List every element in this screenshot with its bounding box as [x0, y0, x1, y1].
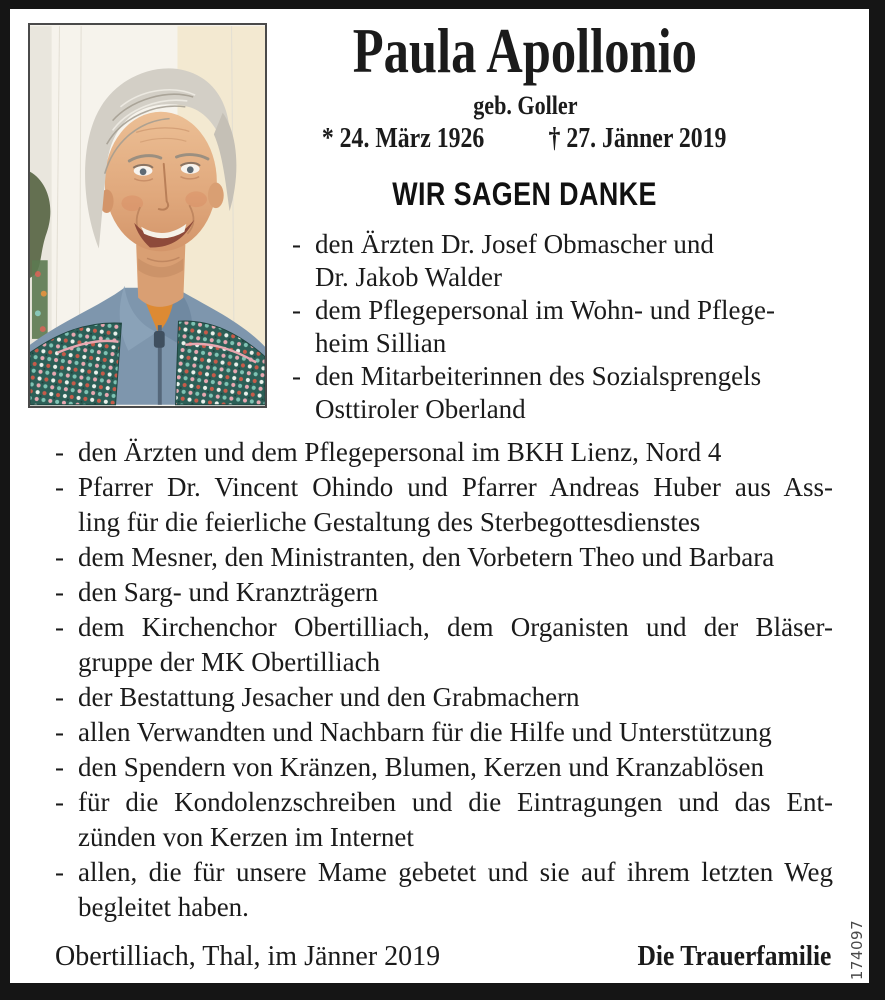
- thanks-item-line: ling für die feierliche Gestaltung des Sterbegottesdienstes: [78, 507, 701, 537]
- deceased-name-row: [265, 15, 785, 86]
- thanks-item-line: den Ärzten und dem Pflegepersonal im BKH Lienz, Nord 4: [78, 437, 722, 467]
- thanks-list-beside-photo: [292, 228, 822, 426]
- thanks-item: [55, 470, 833, 540]
- bullet-dash: -: [55, 787, 64, 817]
- thanks-item-line: den Mitarbeiterinnen des Sozialsprengels: [315, 361, 762, 391]
- bullet-dash: -: [55, 472, 64, 502]
- birth-date: * 24. März 1926: [322, 122, 485, 154]
- maiden-name-row: [265, 92, 785, 120]
- place-and-date: Obertilliach, Thal, im Jänner 2019: [55, 941, 441, 972]
- bullet-dash: -: [292, 229, 301, 259]
- maiden-name: geb. Goller: [472, 91, 578, 120]
- thanks-item-line: zünden von Kerzen im Internet: [78, 822, 414, 852]
- thanks-item: [55, 715, 833, 750]
- death-date: † 27. Jänner 2019: [548, 122, 727, 154]
- thanks-item-line: den Sarg- und Kranzträgern: [78, 577, 379, 607]
- thanks-heading-row: [265, 177, 785, 211]
- thanks-item-line: allen, die für unsere Mame gebetet und sie auf ihrem letzten Weg: [78, 857, 833, 887]
- notice-footer: [55, 939, 831, 974]
- thanks-item: [55, 750, 833, 785]
- thanks-item-line: allen Verwandten und Nachbarn für die Hilfe und Unterstützung: [78, 717, 772, 747]
- deceased-name: Paula Apollonio: [352, 15, 698, 86]
- bullet-dash: -: [55, 857, 64, 887]
- life-dates: [265, 122, 785, 154]
- bullet-dash: -: [55, 752, 64, 782]
- thanks-item: [292, 360, 822, 426]
- thanks-item: [292, 228, 822, 294]
- bullet-dash: -: [55, 717, 64, 747]
- thanks-item: [55, 575, 833, 610]
- thanks-item-line: Osttiroler Oberland: [315, 394, 526, 424]
- mourning-family-signature: Die Trauerfamilie: [637, 940, 831, 972]
- bullet-dash: -: [55, 542, 64, 572]
- thanks-item-line: dem Kirchenchor Obertilliach, dem Organisten und der Bläser-: [78, 612, 833, 642]
- reference-number: 174097: [848, 919, 866, 981]
- thanks-item-line: gruppe der MK Obertilliach: [78, 647, 381, 677]
- thanks-item-line: den Spendern von Kränzen, Blumen, Kerzen und Kranzablösen: [78, 752, 765, 782]
- thanks-item-line: den Ärzten Dr. Josef Obmascher und: [315, 229, 714, 259]
- thanks-item-line: Pfarrer Dr. Vincent Ohindo und Pfarrer Andreas Huber aus Ass-: [78, 472, 833, 502]
- thanks-item-line: der Bestattung Jesacher und den Grabmachern: [78, 682, 580, 712]
- thanks-item: [55, 540, 833, 575]
- thanks-item-line: Dr. Jakob Walder: [315, 262, 503, 292]
- bullet-dash: -: [55, 612, 64, 642]
- notice-header: [265, 15, 785, 212]
- portrait-photo-illustration: [30, 25, 265, 406]
- thanks-item: [55, 785, 833, 855]
- thanks-item: [292, 294, 822, 360]
- thanks-item: [55, 435, 833, 470]
- thanks-heading: WIR SAGEN DANKE: [392, 176, 658, 212]
- thanks-item: [55, 855, 833, 925]
- thanks-item: [55, 610, 833, 680]
- thanks-item-line: dem Pflegepersonal im Wohn- und Pflege-: [315, 295, 775, 325]
- thanks-item-line: dem Mesner, den Ministranten, den Vorbetern Theo und Barbara: [78, 542, 775, 572]
- bullet-dash: -: [292, 361, 301, 391]
- bullet-dash: -: [55, 682, 64, 712]
- thanks-item-line: begleitet haben.: [78, 892, 249, 922]
- bullet-dash: -: [292, 295, 301, 325]
- bullet-dash: -: [55, 577, 64, 607]
- thanks-item-line: heim Sillian: [315, 328, 447, 358]
- thanks-item-line: für die Kondolenzschreiben und die Eintragungen und das Ent-: [78, 787, 833, 817]
- portrait-photo: [28, 23, 267, 408]
- thanks-item: [55, 680, 833, 715]
- thanks-list-full-width: [55, 435, 833, 925]
- bullet-dash: -: [55, 437, 64, 467]
